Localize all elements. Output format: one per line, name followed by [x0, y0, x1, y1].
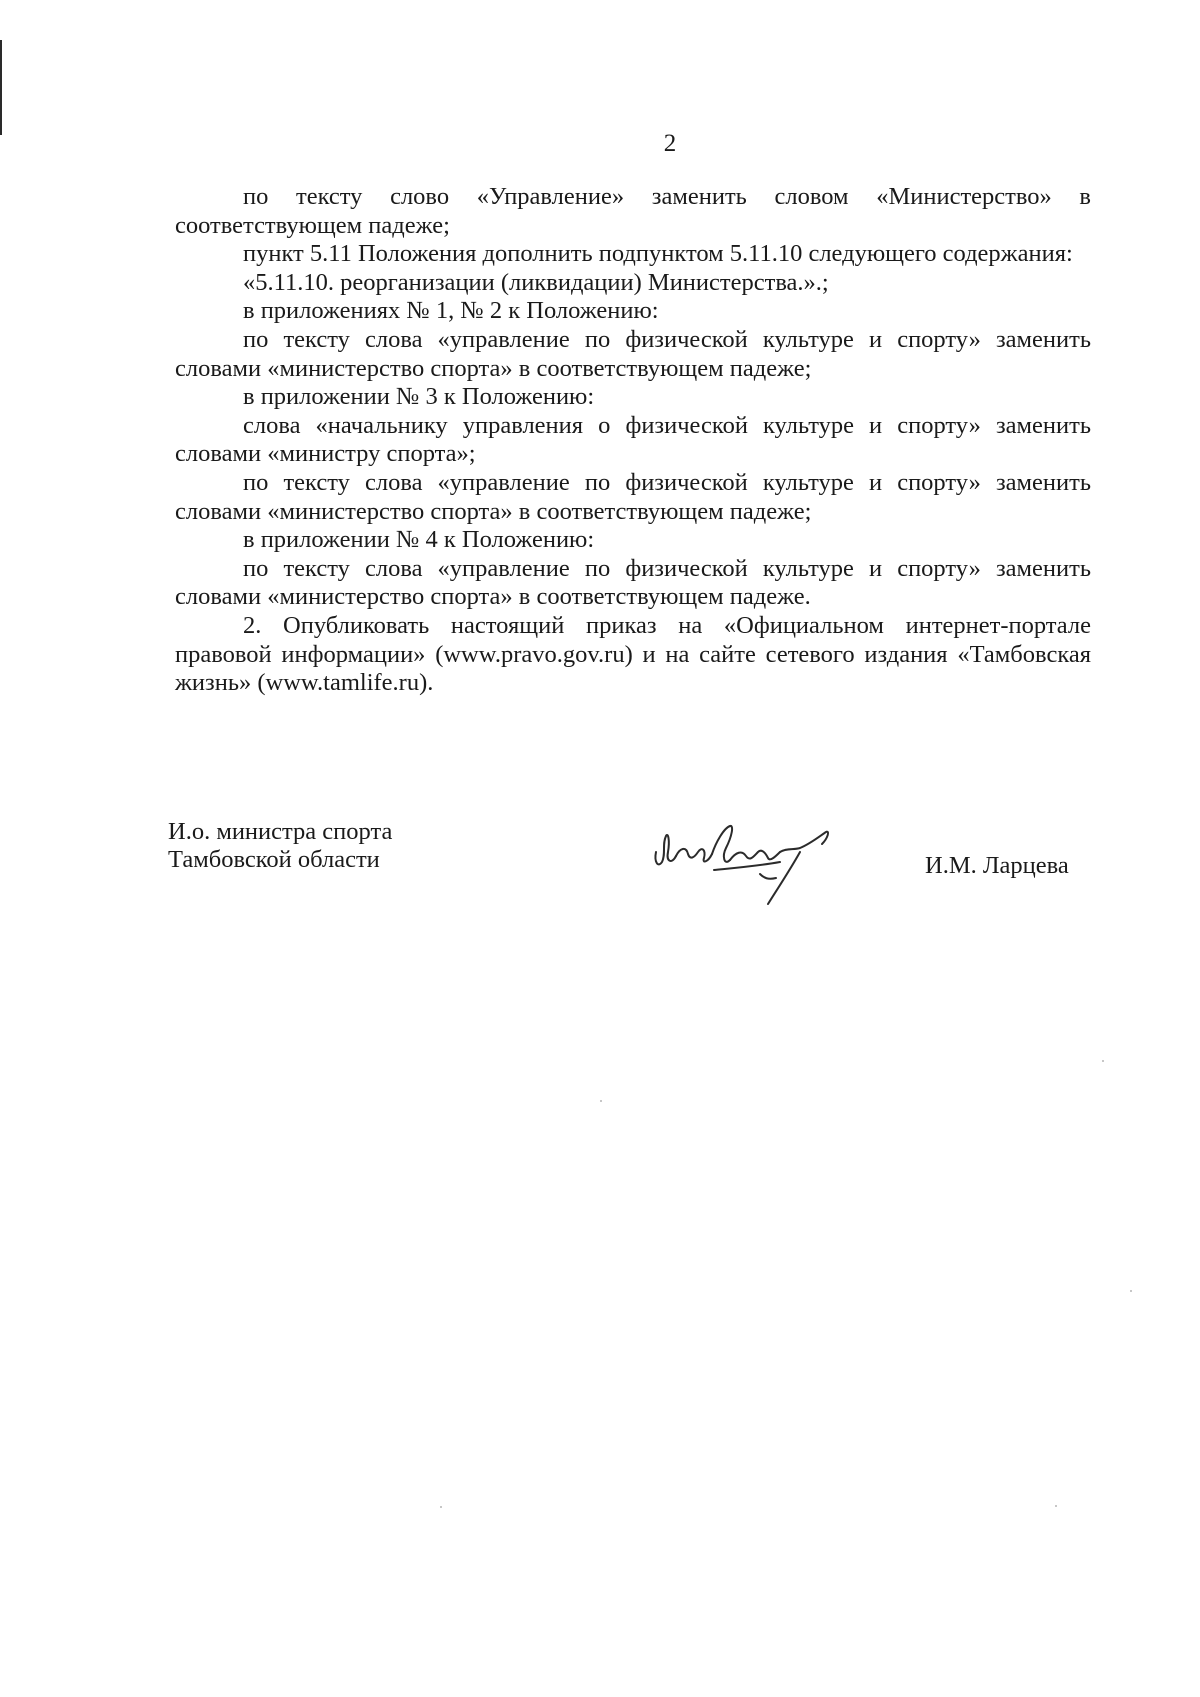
scan-speck	[1130, 1290, 1132, 1292]
page-number: 2	[663, 130, 677, 157]
scan-speck	[440, 1506, 442, 1508]
paragraph: «5.11.10. реорганизации (ликвидации) Министерства.».;	[243, 268, 829, 296]
paragraph: слова «начальнику управления о физической культуре и спорту» заменить словами «министру спорта»;	[175, 411, 1091, 468]
paragraph: 2. Опубликовать настоящий приказ на «Официальном интернет-портале правовой информации» (www.pravo.gov.ru) и на сайте сетевого издания «Тамбовская жизнь» (www.tamlife.ru).	[175, 611, 1091, 697]
position-line: Тамбовской области	[168, 846, 380, 873]
scan-speck	[1055, 1505, 1057, 1507]
paragraph: по тексту слова «управление по физической культуре и спорту» заменить словами «министерство спорта» в соответствующем падеже;	[175, 325, 1091, 382]
scan-speck	[600, 1100, 602, 1102]
signatory-name: И.М. Ларцева	[925, 852, 1069, 879]
paragraph: в приложении № 3 к Положению:	[243, 383, 595, 411]
handwritten-signature	[650, 822, 860, 910]
paragraph: по тексту слова «управление по физической культуре и спорту» заменить словами «министерство спорта» в соответствующем падеже;	[175, 468, 1091, 525]
paragraph: по тексту слово «Управление» заменить словом «Министерство» в соответствующем падеже;	[175, 183, 1091, 239]
paragraph: по тексту слова «управление по физической культуре и спорту» заменить словами «министерство спорта» в соответствующем падеже.	[175, 554, 1091, 611]
signatory-position	[168, 818, 392, 874]
paragraph: пункт 5.11 Положения дополнить подпунктом 5.11.10 следующего содержания:	[243, 240, 1073, 268]
document-body	[175, 183, 1091, 698]
paragraph: в приложениях № 1, № 2 к Положению:	[243, 297, 659, 325]
position-line: И.о. министра спорта	[168, 818, 393, 845]
scan-edge-mark	[0, 40, 2, 135]
scan-speck	[1102, 1060, 1104, 1062]
paragraph: в приложении № 4 к Положению:	[243, 526, 595, 554]
